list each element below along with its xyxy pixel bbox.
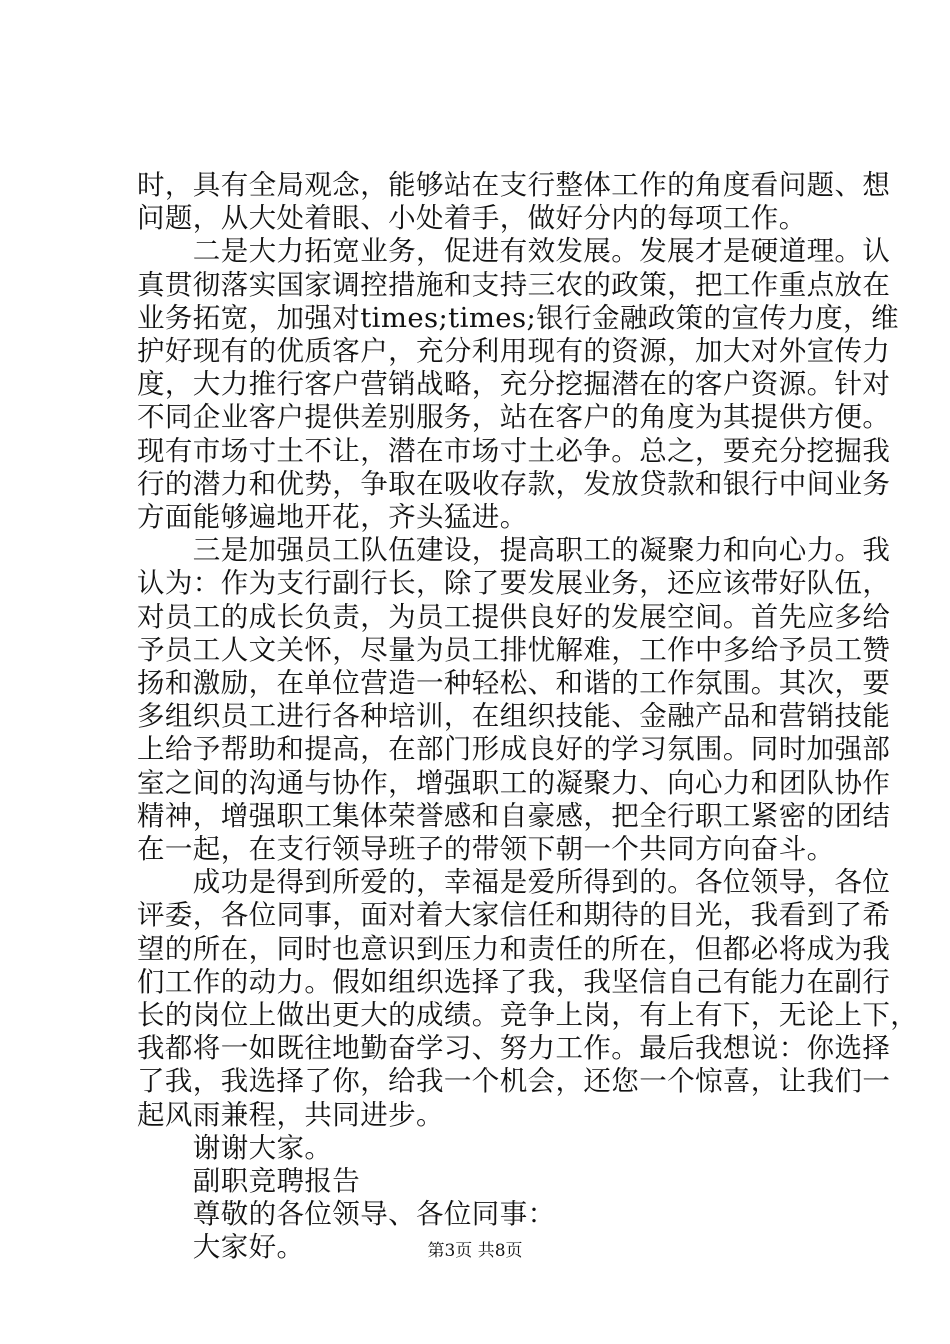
body-line: 成功是得到所爱的，幸福是爱所得到的。各位领导，各位 bbox=[137, 866, 891, 899]
body-line: 望的所在，同时也意识到压力和责任的所在，但都必将成为我 bbox=[137, 932, 891, 965]
body-line: 不同企业客户提供差别服务，站在客户的角度为其提供方便。 bbox=[137, 401, 891, 434]
body-line: 室之间的沟通与协作，增强职工的凝聚力、向心力和团队协作 bbox=[137, 766, 891, 799]
body-line: 我都将一如既往地勤奋学习、努力工作。最后我想说：你选择 bbox=[137, 1032, 891, 1065]
body-line: 度，大力推行客户营销战略，充分挖掘潜在的客户资源。针对 bbox=[137, 368, 891, 401]
page-number-footer: 第3页 共8页 bbox=[427, 1241, 523, 1261]
body-line: 副职竞聘报告 bbox=[137, 1165, 361, 1197]
body-line: 了我，我选择了你，给我一个机会，还您一个惊喜，让我们一 bbox=[137, 1065, 891, 1098]
body-line: 长的岗位上做出更大的成绩。竞争上岗，有上有下，无论上下， bbox=[137, 999, 919, 1031]
body-line: 护好现有的优质客户，充分利用现有的资源，加大对外宣传力 bbox=[137, 335, 891, 367]
body-line: 真贯彻落实国家调控措施和支持三农的政策，把工作重点放在 bbox=[137, 268, 891, 301]
body-line: 精神，增强职工集体荣誉感和自豪感，把全行职工紧密的团结 bbox=[137, 799, 891, 832]
body-line: 多组织员工进行各种培训，在组织技能、金融产品和营销技能 bbox=[137, 700, 891, 733]
body-line: 行的潜力和优势，争取在吸收存款，发放贷款和银行中间业务 bbox=[137, 467, 891, 500]
body-line: 问题，从大处着眼、小处着手，做好分内的每项工作。 bbox=[137, 202, 807, 235]
body-line: 评委，各位同事，面对着大家信任和期待的目光，我看到了希 bbox=[137, 899, 891, 932]
body-line: 三是加强员工队伍建设，提高职工的凝聚力和向心力。我 bbox=[137, 534, 891, 567]
body-line: 业务拓宽，加强对times;times;银行金融政策的宣传力度，维 bbox=[137, 301, 899, 334]
body-line: 方面能够遍地开花，齐头猛进。 bbox=[137, 501, 528, 533]
body-line: 起风雨兼程，共同进步。 bbox=[137, 1098, 444, 1131]
body-line: 谢谢大家。 bbox=[137, 1131, 333, 1164]
body-line: 尊敬的各位领导、各位同事： bbox=[137, 1198, 556, 1231]
body-line: 大家好。 bbox=[137, 1231, 305, 1264]
body-line: 认为：作为支行副行长，除了要发展业务，还应该带好队伍， bbox=[137, 567, 891, 600]
body-line: 时，具有全局观念，能够站在支行整体工作的角度看问题、想 bbox=[137, 169, 891, 201]
body-line: 对员工的成长负责，为员工提供良好的发展空间。首先应多给 bbox=[137, 600, 891, 633]
body-line: 予员工人文关怀，尽量为员工排忧解难，工作中多给予员工赞 bbox=[137, 633, 891, 666]
body-line: 二是大力拓宽业务，促进有效发展。发展才是硬道理。认 bbox=[137, 235, 891, 268]
body-line: 们工作的动力。假如组织选择了我，我坚信自己有能力在副行 bbox=[137, 965, 891, 998]
body-line: 上给予帮助和提高，在部门形成良好的学习氛围。同时加强部 bbox=[137, 733, 891, 766]
body-line: 现有市场寸土不让，潜在市场寸土必争。总之，要充分挖掘我 bbox=[137, 434, 891, 467]
body-line: 扬和激励，在单位营造一种轻松、和谐的工作氛围。其次，要 bbox=[137, 667, 891, 699]
body-line: 在一起，在支行领导班子的带领下朝一个共同方向奋斗。 bbox=[137, 833, 835, 865]
